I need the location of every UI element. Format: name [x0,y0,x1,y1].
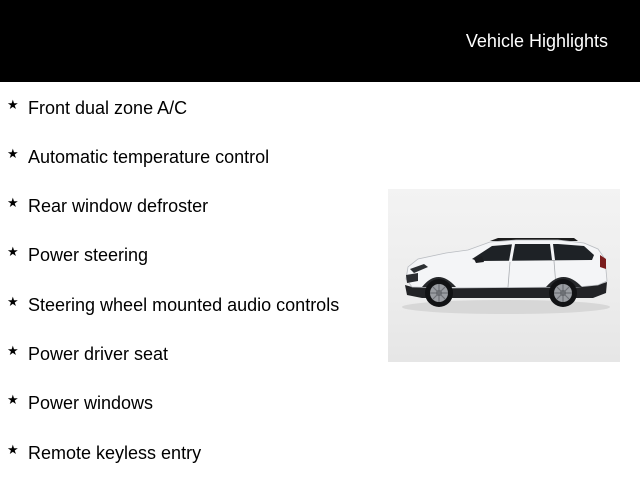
feature-label: Power driver seat [28,344,169,364]
star-icon: ★ [7,443,19,458]
page-title: Vehicle Highlights [465,31,608,51]
star-icon: ★ [7,245,19,260]
list-item [0,95,380,121]
list-item [0,242,380,268]
header-bar [0,0,640,82]
feature-label: Remote keyless entry [28,443,202,463]
list-item [0,390,380,416]
feature-label: Power windows [28,393,154,413]
star-icon: ★ [7,196,19,211]
feature-label: Power steering [28,245,149,265]
list-item [0,144,380,170]
list-item [0,440,380,466]
feature-label: Front dual zone A/C [28,98,188,118]
vehicle-photo [388,189,620,362]
star-icon: ★ [7,344,19,359]
car-illustration [388,189,620,362]
star-icon: ★ [7,147,19,162]
feature-label: Steering wheel mounted audio controls [28,295,340,315]
list-item [0,341,380,367]
star-icon: ★ [7,295,19,310]
star-icon: ★ [7,98,19,113]
list-item [0,193,380,219]
feature-label: Rear window defroster [28,196,209,216]
star-icon: ★ [7,393,19,408]
list-item [0,292,380,318]
feature-label: Automatic temperature control [28,147,270,167]
